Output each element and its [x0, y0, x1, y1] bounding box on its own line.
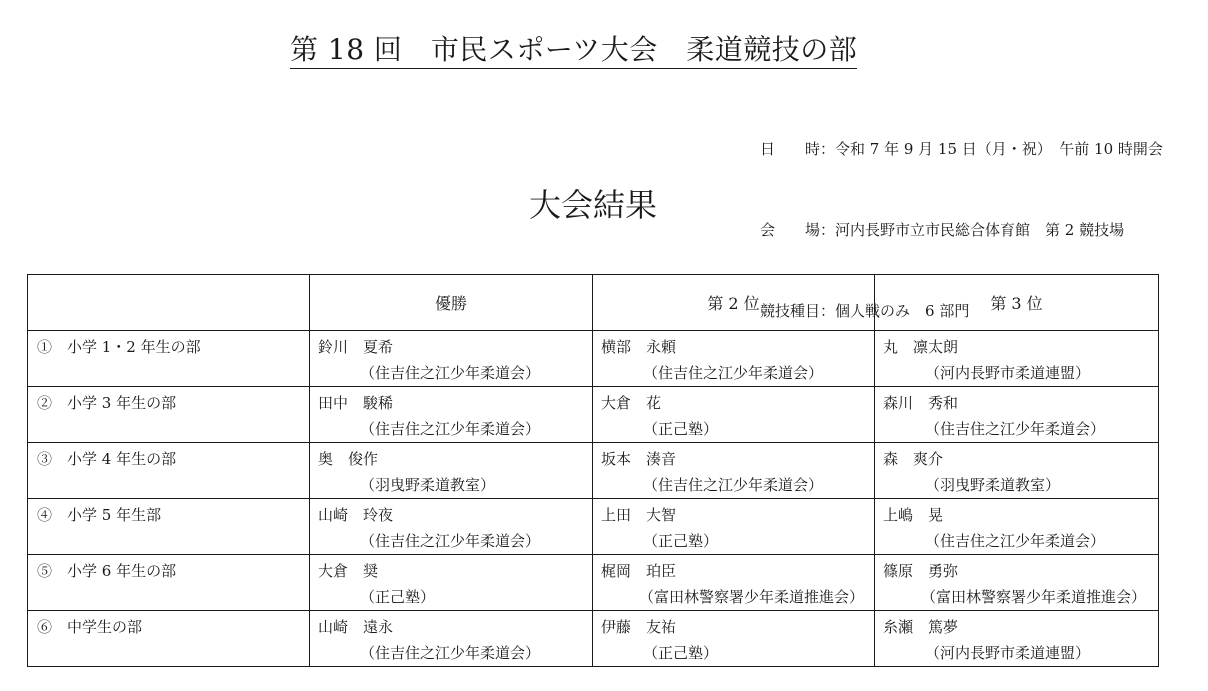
runner-up-club: （正己塾） [643, 644, 719, 662]
first-place-cell [310, 611, 593, 667]
third-place-name: 糸瀬 篤夢 [883, 618, 959, 636]
event-venue: 会 場：河内長野市立市民総合体育館 第 2 競技場 [760, 221, 1125, 239]
table-row [28, 387, 1159, 443]
third-place-name: 上嶋 晃 [883, 506, 944, 524]
event-date: 日 時：令和 7 年 9 月 15 日（月・祝） 午前 10 時開会 [760, 140, 1163, 158]
results-heading: 大会結果 [528, 186, 657, 224]
category-label: ⑤ 小学 6 年生の部 [37, 562, 177, 580]
table-row [28, 499, 1159, 555]
winner-name: 奥 俊作 [318, 450, 379, 468]
first-place-cell [310, 331, 593, 387]
first-place-cell [310, 387, 593, 443]
third-place-club: （富田林警察署少年柔道推進会） [921, 588, 1147, 606]
second-place-cell [593, 555, 875, 611]
category-label: ③ 小学 4 年生の部 [37, 450, 177, 468]
second-place-cell [593, 331, 875, 387]
third-place-club: （河内長野市柔道連盟） [925, 364, 1091, 382]
third-place-cell [875, 387, 1159, 443]
runner-up-club: （住吉住之江少年柔道会） [643, 364, 824, 382]
runner-up-name: 大倉 花 [601, 394, 662, 412]
runner-up-name: 坂本 湊音 [601, 450, 677, 468]
document-title: 第 18 回 市民スポーツ大会 柔道競技の部 [290, 32, 857, 69]
header-third-place: 第 3 位 [875, 275, 1159, 331]
category-cell [28, 555, 310, 611]
category-label: ⑥ 中学生の部 [37, 618, 143, 636]
category-cell [28, 443, 310, 499]
table-row [28, 555, 1159, 611]
table-row [28, 611, 1159, 667]
third-place-name: 森川 秀和 [883, 394, 959, 412]
category-label: ① 小学 1・2 年生の部 [37, 338, 201, 356]
category-label: ② 小学 3 年生の部 [37, 394, 177, 412]
winner-name: 山崎 玲夜 [318, 506, 394, 524]
winner-name: 大倉 奨 [318, 562, 379, 580]
third-place-name: 森 爽介 [883, 450, 944, 468]
first-place-cell [310, 555, 593, 611]
event-categories: 競技種目：個人戦のみ 6 部門 [760, 302, 970, 320]
winner-club: （正己塾） [360, 588, 436, 606]
third-place-name: 篠原 勇弥 [883, 562, 959, 580]
table-row [28, 443, 1159, 499]
winner-club: （住吉住之江少年柔道会） [360, 644, 541, 662]
category-label: ④ 小学 5 年生部 [37, 506, 162, 524]
second-place-cell [593, 611, 875, 667]
third-place-cell [875, 611, 1159, 667]
third-place-club: （住吉住之江少年柔道会） [925, 532, 1106, 550]
third-place-club: （羽曳野柔道教室） [925, 476, 1061, 494]
runner-up-club: （正己塾） [643, 532, 719, 550]
runner-up-club: （富田林警察署少年柔道推進会） [639, 588, 865, 606]
first-place-cell [310, 499, 593, 555]
runner-up-name: 伊藤 友祐 [601, 618, 677, 636]
second-place-cell [593, 443, 875, 499]
second-place-cell [593, 499, 875, 555]
winner-club: （住吉住之江少年柔道会） [360, 532, 541, 550]
runner-up-club: （正己塾） [643, 420, 719, 438]
table-row [28, 331, 1159, 387]
third-place-cell [875, 331, 1159, 387]
winner-name: 鈴川 夏希 [318, 338, 394, 356]
runner-up-name: 上田 大智 [601, 506, 677, 524]
category-cell [28, 611, 310, 667]
third-place-cell [875, 443, 1159, 499]
category-cell [28, 331, 310, 387]
header-first-place: 優勝 [310, 275, 593, 331]
runner-up-club: （住吉住之江少年柔道会） [643, 476, 824, 494]
third-place-cell [875, 555, 1159, 611]
runner-up-name: 横部 永頼 [601, 338, 677, 356]
third-place-club: （河内長野市柔道連盟） [925, 644, 1091, 662]
header-category [28, 275, 310, 331]
winner-club: （住吉住之江少年柔道会） [360, 420, 541, 438]
first-place-cell [310, 443, 593, 499]
header-second-place: 第 2 位 [593, 275, 875, 331]
winner-club: （羽曳野柔道教室） [360, 476, 496, 494]
category-cell [28, 387, 310, 443]
table-header-row [28, 275, 1159, 331]
winner-name: 山崎 遠永 [318, 618, 394, 636]
third-place-club: （住吉住之江少年柔道会） [925, 420, 1106, 438]
third-place-name: 丸 凛太朗 [883, 338, 959, 356]
results-table [27, 274, 1159, 667]
second-place-cell [593, 387, 875, 443]
runner-up-name: 梶岡 珀臣 [601, 562, 677, 580]
winner-club: （住吉住之江少年柔道会） [360, 364, 541, 382]
third-place-cell [875, 499, 1159, 555]
winner-name: 田中 駿稀 [318, 394, 394, 412]
category-cell [28, 499, 310, 555]
